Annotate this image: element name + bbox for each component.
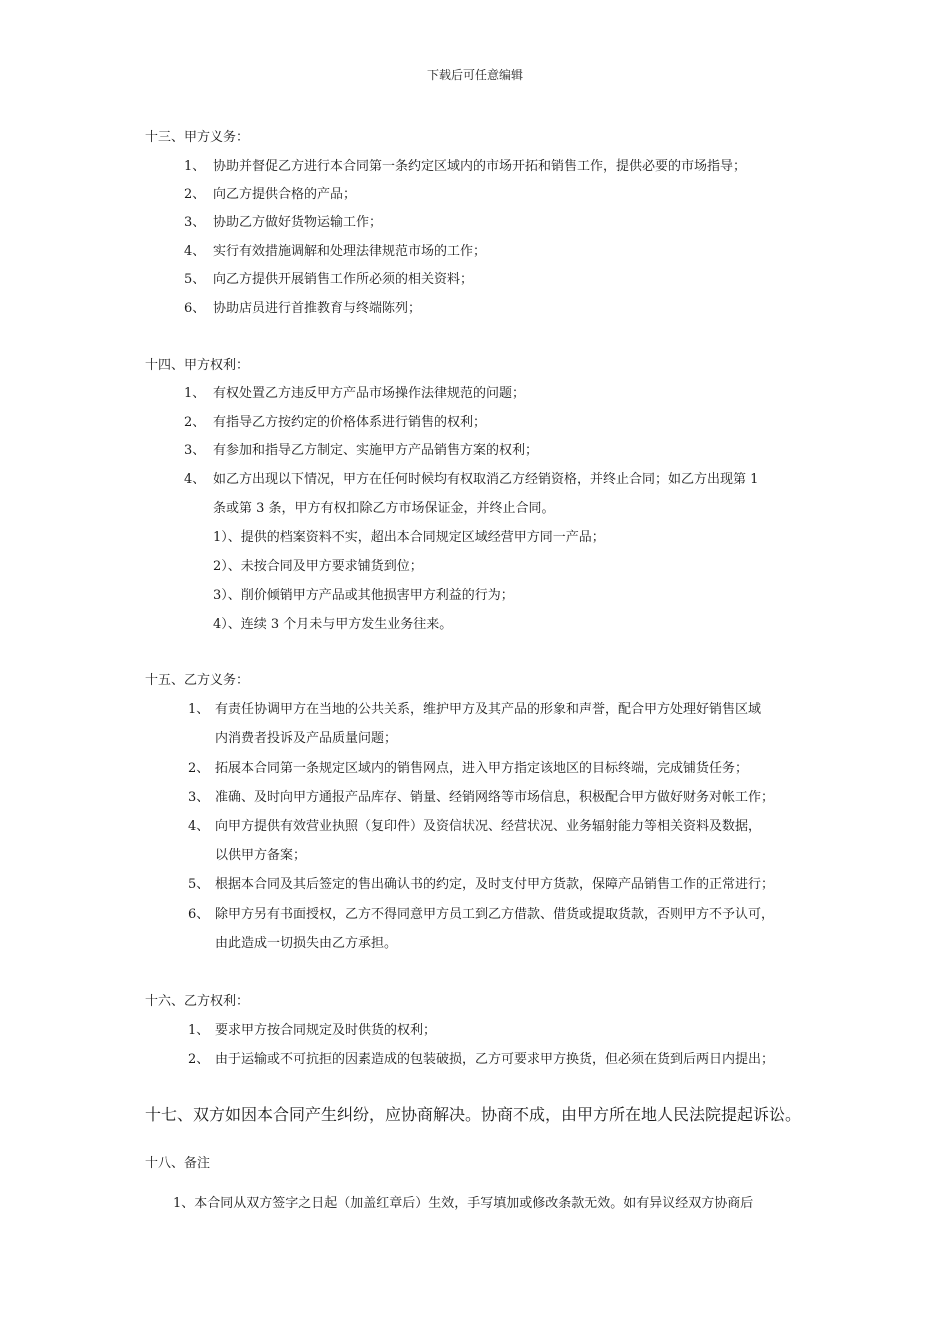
- s16-item-1-text: 要求甲方按合同规定及时供货的权利；: [215, 1023, 437, 1038]
- s13-item-4-text: 实行有效措施调解和处理法律规范市场的工作；: [213, 244, 487, 259]
- s13-item-2-num: 2、: [184, 187, 206, 202]
- s15-item-6-continuation: 由此造成一切损失由乙方承担。: [215, 936, 398, 951]
- s14-item-3-num: 3、: [184, 443, 206, 458]
- s15-item-1-text: 有责任协调甲方在当地的公共关系，维护甲方及其产品的形象和声誉，配合甲方处理好销售区域: [215, 702, 762, 717]
- section-15-title: 十五、乙方义务：: [145, 673, 250, 688]
- s16-item-2-text: 由于运输或不可抗拒的因素造成的包装破损，乙方可要求甲方换货，但必须在货到后两日内提出；: [215, 1052, 775, 1067]
- s13-item-4-num: 4、: [184, 244, 206, 259]
- s15-item-6-text: 除甲方另有书面授权，乙方不得同意甲方员工到乙方借款、借货或提取货款，否则甲方不予认可，: [215, 907, 775, 922]
- section-14-title: 十四、甲方权利：: [145, 358, 250, 373]
- s15-item-5-num: 5、: [188, 877, 210, 892]
- s13-item-5-num: 5、: [184, 272, 206, 287]
- s14-item-2-text: 有指导乙方按约定的价格体系进行销售的权利；: [213, 415, 487, 430]
- s14-item-1-num: 1、: [184, 386, 206, 401]
- section-18-title: 十八、备注: [145, 1156, 211, 1171]
- s13-item-5-text: 向乙方提供开展销售工作所必须的相关资料；: [213, 272, 474, 287]
- s14-subitem-1: 1）、提供的档案资料不实，超出本合同规定区域经营甲方同一产品；: [213, 530, 605, 545]
- s13-item-1-num: 1、: [184, 159, 206, 174]
- page-header: 下载后可任意编辑: [426, 68, 523, 82]
- s14-item-4-num: 4、: [184, 472, 206, 487]
- s15-item-4-text: 向甲方提供有效营业执照（复印件）及资信状况、经营状况、业务辐射能力等相关资料及数据，: [215, 819, 762, 834]
- s15-item-5-text: 根据本合同及其后签定的售出确认书的约定，及时支付甲方货款，保障产品销售工作的正常进行；: [215, 877, 775, 892]
- s13-item-1-text: 协助并督促乙方进行本合同第一条约定区域内的市场开拓和销售工作，提供必要的市场指导；: [213, 159, 747, 174]
- s15-item-1-continuation: 内消费者投诉及产品质量问题；: [215, 731, 398, 746]
- s13-item-3-text: 协助乙方做好货物运输工作；: [213, 215, 383, 230]
- s15-item-1-num: 1、: [188, 702, 210, 717]
- s13-item-3-num: 3、: [184, 215, 206, 230]
- s15-item-4-continuation: 以供甲方备案；: [215, 848, 307, 863]
- s18-line-1: 1、本合同从双方签字之日起（加盖红章后）生效，手写填加或修改条款无效。如有异议经双方协商后: [173, 1196, 754, 1211]
- s15-item-3-num: 3、: [188, 790, 210, 805]
- section-13-title: 十三、甲方义务：: [145, 130, 250, 145]
- s14-subitem-2: 2）、未按合同及甲方要求铺货到位；: [213, 559, 423, 574]
- s14-item-2-num: 2、: [184, 415, 206, 430]
- s13-item-2-text: 向乙方提供合格的产品；: [213, 187, 357, 202]
- s16-item-1-num: 1、: [188, 1023, 210, 1038]
- s15-item-2-num: 2、: [188, 761, 210, 776]
- s14-item-4-continuation: 条或第 3 条，甲方有权扣除乙方市场保证金，并终止合同。: [213, 501, 555, 516]
- section-16-title: 十六、乙方权利：: [145, 994, 250, 1009]
- s15-item-3-text: 准确、及时向甲方通报产品库存、销量、经销网络等市场信息，积极配合甲方做好财务对帐工作；: [215, 790, 775, 805]
- s14-item-4-text: 如乙方出现以下情况，甲方在任何时候均有权取消乙方经销资格，并终止合同；如乙方出现第 1: [213, 472, 759, 487]
- s15-item-2-text: 拓展本合同第一条规定区域内的销售网点，进入甲方指定该地区的目标终端，完成铺货任务；: [215, 761, 749, 776]
- s15-item-4-num: 4、: [188, 819, 210, 834]
- s15-item-6-num: 6、: [188, 907, 210, 922]
- s14-item-3-text: 有参加和指导乙方制定、实施甲方产品销售方案的权利；: [213, 443, 539, 458]
- s16-item-2-num: 2、: [188, 1052, 210, 1067]
- s14-subitem-4: 4）、连续 3 个月未与甲方发生业务往来。: [213, 617, 453, 632]
- s14-subitem-3: 3）、削价倾销甲方产品或其他损害甲方利益的行为；: [213, 588, 514, 603]
- s13-item-6-text: 协助店员进行首推教育与终端陈列；: [213, 301, 422, 316]
- s13-item-6-num: 6、: [184, 301, 206, 316]
- s14-item-1-text: 有权处置乙方违反甲方产品市场操作法律规范的问题；: [213, 386, 526, 401]
- section-17-clause: 十七、双方如因本合同产生纠纷，应协商解决。协商不成，由甲方所在地人民法院提起诉讼。: [145, 1105, 802, 1124]
